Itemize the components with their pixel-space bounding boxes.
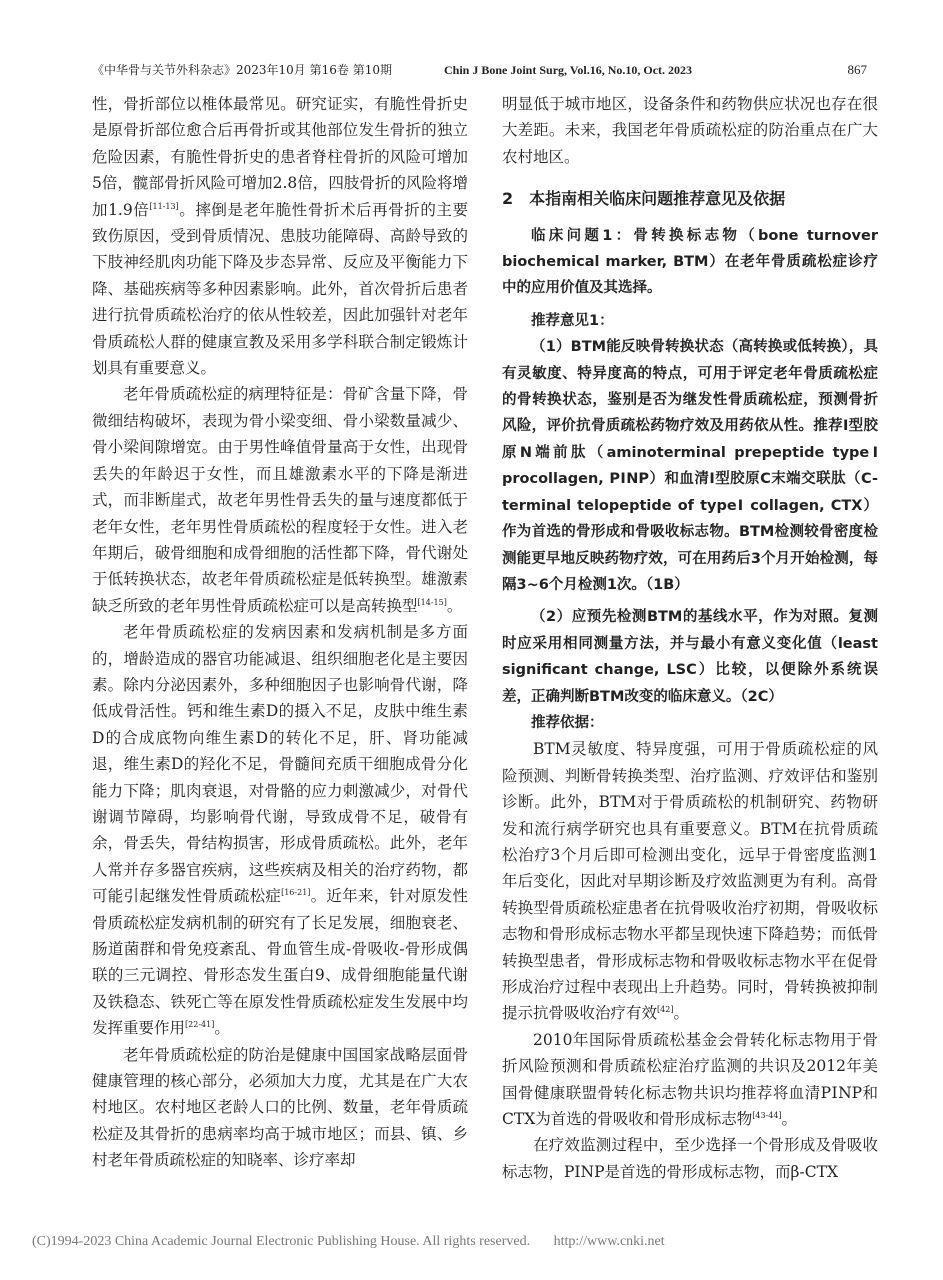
paragraph: 老年骨质疏松症的发病因素和发病机制是多方面的，增龄造成的器官功能减退、组织细胞老化是主要因素。除内分泌因素外，多种细胞因子也影响骨代谢，降低成骨活性。钙和维生素D的摄入不足，皮肤中维生素D的合成底物向维生素D的转化不足，肝、肾功能减退，维生素D的羟化不足，骨髓间充质干细胞成骨分化能力下降；肌肉衰退，对骨骼的应力刺激减少，对骨代谢调节障碍，均影响骨代谢，导致成骨不足，破骨有余，骨丢失，骨结构损害，形成骨质疏松。此外，老年人常并存多器官疾病，这些疾病及相关的治疗药物，都可能引起继发性骨质疏松症[16-21]。近年来，针对原发性骨质疏松症发病机制的研究有了长足发展，细胞衰老、肠道菌群和骨免疫紊乱、骨血管生成-骨吸收-骨形成偶联的三元调控、骨形态发生蛋白9、成骨细胞能量代谢及铁稳态、铁死亡等在原发性骨质疏松症发生发展中均发挥重要作用[22-41]。	[92, 623, 468, 1038]
page-header	[92, 60, 883, 80]
page-footer	[32, 1234, 685, 1250]
paragraph: 在疗效监测过程中，至少选择一个骨形成及骨吸收标志物，PⅠNP是首选的骨形成标志物，而β-CTX	[502, 1136, 878, 1181]
recommendation-2: （2）应预先检测BTM的基线水平，作为对照。复测时应采用相同测量方法，并与最小有意义变化值（least significant change, LSC）比较，以便除外系统误差，正确判断BTM改变的临床意义。（2C）	[502, 609, 878, 705]
paragraph: 性，骨折部位以椎体最常见。研究证实，有脆性骨折史是原骨折部位愈合后再骨折或其他部位发生骨折的独立危险因素，有脆性骨折史的患者脊柱骨折的风险可增加5倍，髋部骨折风险可增加2.8倍，四肢骨折的风险将增加1.9倍[11-13]。摔倒是老年脆性骨折术后再骨折的主要致伤原因，受到骨质情况、患肢功能障碍、高龄导致的下肢神经肌肉功能下降及步态异常、反应及平衡能力下降、基础疾病等多种因素影响。此外，首次骨折后患者进行抗骨质疏松治疗的依从性较差，因此加强针对老年骨质疏松人群的健康宣教及采用多学科联合制定锻炼计划具有重要意义。	[92, 95, 468, 378]
paragraph: 明显低于城市地区，设备条件和药物供应状况也存在很大差距。未来，我国老年骨质疏松症的防治重点在广大农村地区。	[502, 95, 878, 166]
section-heading: 2 本指南相关临床问题推荐意见及依据	[502, 189, 786, 209]
paragraph: BTM灵敏度、特异度强，可用于骨质疏松症的风险预测、判断骨转换类型、治疗监测、疗效评估和鉴别诊断。此外，BTM对于骨质疏松的机制研究、药物研发和流行病学研究也具有重要意义。BTM在抗骨质疏松治疗3个月后即可检测出变化，远早于骨密度监测1年后变化，因此对早期诊断及疗效监测更为有利。高骨转换型骨质疏松症患者在抗骨吸收治疗初期，骨吸收标志物和骨形成标志物水平都呈现快速下降趋势；而低骨转换型患者，骨形成标志物和骨吸收标志物水平在促骨形成治疗过程中表现出上升趋势。同时，骨转换被抑制提示抗骨吸收治疗有效[42]。	[502, 740, 878, 1023]
citation: [14-15]	[417, 597, 447, 607]
journal-title-cn: 《中华骨与关节外科杂志》2023年10月 第16卷 第10期	[92, 63, 392, 77]
citation: [16-21]	[281, 888, 311, 898]
paragraph: 2010年国际骨质疏松基金会骨转化标志物用于骨折风险预测和骨质疏松症治疗监测的共识及2012年美国骨健康联盟骨转化标志物共识均推荐将血清PⅠNP和CTX为首选的骨吸收和骨形成标志物[43-44]。	[502, 1030, 878, 1129]
citation: [43-44]	[752, 1110, 782, 1120]
cnki-link[interactable]: http://www.cnki.net	[553, 1234, 665, 1249]
right-column	[502, 91, 878, 1185]
left-column	[92, 91, 468, 1174]
paragraph: 老年骨质疏松症的病理特征是：骨矿含量下降，骨微细结构破坏，表现为骨小梁变细、骨小梁数量减少、骨小梁间隙增宽。由于男性峰值骨量高于女性，出现骨丢失的年龄迟于女性，而且雄激素水平的下降是渐进式，而非断崖式，故老年男性骨丢失的量与速度都低于老年女性，老年男性骨质疏松的程度轻于女性。进入老年期后，破骨细胞和成骨细胞的活性都下降，骨代谢处于低转换状态，故老年骨质疏松症是低转换型。雄激素缺乏所致的老年男性骨质疏松症可以是高转换型[14-15]。	[92, 385, 468, 615]
copyright-notice: (C)1994-2023 China Academic Journal Electronic Publishing House. All rights reserved.	[32, 1234, 531, 1249]
recommendation-1: （1）BTM能反映骨转换状态（高转换或低转换），具有灵敏度、特异度高的特点，可用于评定老年骨质疏松症的骨转换状态，鉴别是否为继发性骨质疏松症，预测骨折风险，评价抗骨质疏松药物疗效及用药依从性。推荐Ⅰ型胶原N端前肽（aminoterminal prepeptide typeⅠ procollagen, PⅠNP）和血清Ⅰ型胶原C末端交联肽（C-terminal telopeptide of typeⅠ collagen, CTX）作为首选的骨形成和骨吸收标志物。BTM检测较骨密度检测能更早地反映药物疗效，可在用药后3个月开始检测，每隔3~6个月检测1次。（1B）	[502, 339, 878, 593]
recommendation-label: 推荐意见1：	[531, 312, 614, 329]
journal-title-en: Chin J Bone Joint Surg, Vol.16, No.10, Oct. 2023	[444, 63, 693, 77]
basis-label: 推荐依据：	[531, 714, 604, 731]
citation: [22-41]	[185, 1020, 215, 1030]
page-number: 867	[847, 62, 867, 77]
citation: [11-13]	[149, 201, 179, 211]
citation: [42]	[657, 1005, 674, 1015]
paragraph: 老年骨质疏松症的防治是健康中国国家战略层面骨健康管理的核心部分，必须加大力度，尤其是在广大农村地区。农村地区老龄人口的比例、数量，老年骨质疏松症及其骨折的患病率均高于城市地区；而县、镇、乡村老年骨质疏松症的知晓率、诊疗率却	[92, 1045, 468, 1170]
clinical-question: 临床问题1：骨转换标志物（bone turnover biochemical marker, BTM）在老年骨质疏松症诊疗中的应用价值及其选择。	[502, 227, 878, 297]
